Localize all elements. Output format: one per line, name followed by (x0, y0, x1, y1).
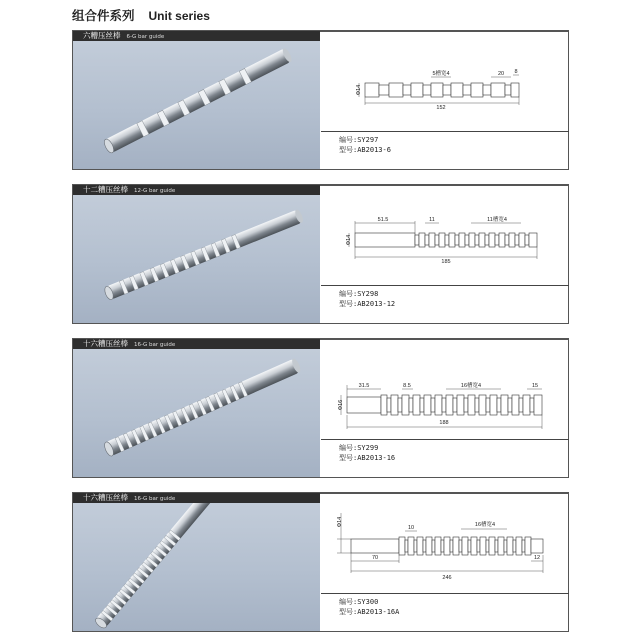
page-title-en: Unit series (148, 9, 210, 23)
model-row (339, 607, 399, 617)
dim-total: 185 (441, 259, 451, 265)
code-value: SY297 (357, 136, 379, 144)
model-row (339, 453, 395, 463)
dim-grooves: 16槽宽4 (474, 522, 496, 528)
dimension-drawing (321, 339, 569, 439)
technical-drawing (321, 31, 569, 131)
model-row (339, 299, 395, 309)
model-label: 型号: (339, 300, 358, 308)
product-photo (73, 41, 320, 169)
card-header (73, 339, 320, 349)
dim-pitch: 11 (429, 217, 435, 223)
model-value: AB2013-6 (357, 146, 391, 154)
product-card-sy298 (72, 184, 569, 324)
spec-divider (321, 593, 569, 594)
code-row (339, 289, 395, 299)
dim-shank: 31.5 (358, 383, 370, 389)
dim-end: 8 (514, 69, 518, 75)
card-header (73, 185, 320, 195)
dim-end: 12 (533, 555, 541, 561)
rod-image (73, 349, 320, 477)
code-value: SY300 (357, 598, 379, 606)
model-value: AB2013-16 (357, 454, 396, 462)
card-header-en: 16-G bar guide (134, 342, 176, 348)
technical-drawing (321, 185, 569, 285)
card-header-cn: 六糟压丝棒 (83, 31, 121, 40)
spec-block (339, 289, 395, 309)
dim-end: 15 (531, 383, 539, 389)
product-photo (73, 349, 320, 477)
product-photo (73, 195, 320, 323)
product-card-sy300 (72, 492, 569, 632)
rod-image (73, 195, 320, 323)
dim-shank: 70 (371, 555, 379, 561)
card-header-cn: 十二糟压丝棒 (83, 185, 128, 194)
model-label: 型号: (339, 454, 358, 462)
dim-pitch: 8.5 (403, 383, 411, 389)
code-row (339, 597, 399, 607)
spec-block (339, 597, 399, 617)
product-card-sy297 (72, 30, 569, 170)
model-value: AB2013-16A (357, 608, 400, 616)
card-header-en: 6-G bar guide (126, 34, 165, 40)
model-row (339, 145, 391, 155)
code-value: SY299 (357, 444, 379, 452)
code-row (339, 135, 391, 145)
dim-total: 246 (442, 575, 452, 581)
dimension-drawing (321, 185, 569, 285)
card-header (73, 493, 320, 503)
dim-diameter: Φ16 (338, 399, 344, 411)
card-header-en: 12-G bar guide (134, 188, 176, 194)
dim-diameter: Φ14 (356, 84, 362, 96)
code-row (339, 443, 395, 453)
spec-divider (321, 285, 569, 286)
technical-drawing (321, 339, 569, 439)
model-value: AB2013-12 (357, 300, 396, 308)
code-value: SY298 (357, 290, 379, 298)
dim-grooves: 16槽宽4 (460, 383, 482, 389)
spec-block (339, 443, 395, 463)
page-title (72, 6, 210, 24)
spec-divider (321, 131, 569, 132)
spec-divider (321, 439, 569, 440)
card-header-cn: 十六糟压丝棒 (83, 493, 128, 502)
dim-pitch: 20 (497, 71, 505, 77)
dim-total: 188 (439, 420, 449, 426)
dim-shank: 51.5 (377, 217, 389, 223)
dim-pitch: 10 (407, 525, 415, 531)
technical-drawing (321, 493, 569, 593)
dim-total: 152 (436, 105, 446, 111)
card-header (73, 31, 320, 41)
page-title-cn: 组合件系列 (72, 8, 135, 23)
code-label: 编号: (339, 136, 358, 144)
code-label: 编号: (339, 444, 358, 452)
product-photo (73, 503, 320, 631)
dim-groove-width: 5槽宽4 (432, 71, 450, 77)
dim-diameter: Φ14 (346, 234, 352, 246)
product-card-sy299 (72, 338, 569, 478)
dim-diameter: Φ14 (337, 516, 343, 528)
model-label: 型号: (339, 608, 358, 616)
model-label: 型号: (339, 146, 358, 154)
rod-image (73, 503, 320, 631)
dimension-drawing (321, 493, 569, 593)
rod-image (73, 41, 320, 169)
card-header-en: 16-G bar guide (134, 496, 176, 502)
card-header-cn: 十六糟压丝棒 (83, 339, 128, 348)
code-label: 编号: (339, 598, 358, 606)
spec-block (339, 135, 391, 155)
dim-grooves: 11槽宽4 (487, 217, 507, 223)
code-label: 编号: (339, 290, 358, 298)
dimension-drawing (321, 31, 569, 131)
